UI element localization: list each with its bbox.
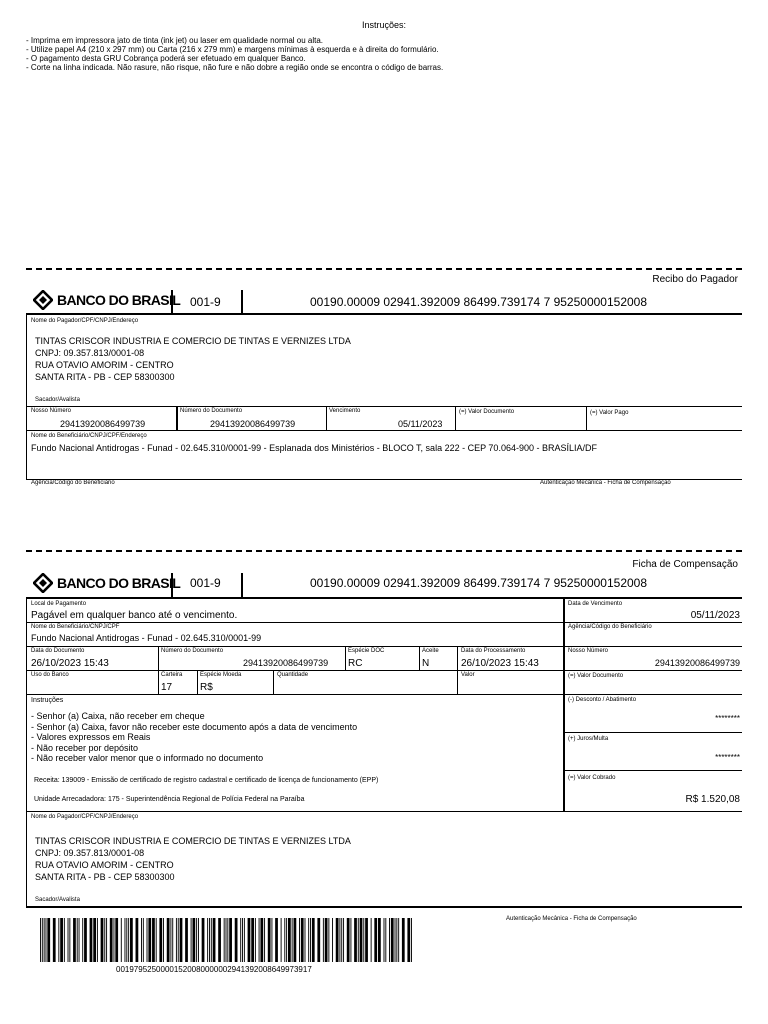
barcode-bar bbox=[305, 918, 306, 962]
desconto: ******** bbox=[715, 714, 740, 723]
barcode-bar bbox=[196, 918, 197, 962]
barcode-number: 00197952500001520080000002941392008649973917 bbox=[116, 965, 312, 974]
payer-cnpj: CNPJ: 09.357.813/0001-08 bbox=[35, 848, 145, 858]
uso-banco-label: Uso do Banco bbox=[31, 672, 69, 678]
barcode-bar bbox=[68, 918, 69, 962]
barcode-bar bbox=[244, 918, 245, 962]
barcode-bar bbox=[350, 918, 351, 962]
data-vencimento: 05/11/2023 bbox=[690, 610, 740, 621]
receipt-title: Recibo do Pagador bbox=[652, 274, 738, 285]
barcode-bar bbox=[209, 918, 210, 962]
instrucoes-list bbox=[31, 711, 357, 764]
barcode-bar bbox=[264, 918, 265, 962]
valor-cobrado: R$ 1.520,08 bbox=[685, 794, 740, 805]
unidade-arrecadadora: Unidade Arrecadadora: 175 - Superintendência Regional de Polícia Federal na Paraíba bbox=[34, 796, 305, 803]
nosso-numero-label: Nosso Número bbox=[31, 408, 72, 414]
especie-moeda: R$ bbox=[200, 682, 213, 693]
instructions-title: Instruções: bbox=[361, 20, 407, 30]
barcode-bar bbox=[378, 918, 381, 962]
data-processamento: 26/10/2023 15:43 bbox=[461, 658, 539, 669]
barcode-bar bbox=[113, 918, 114, 962]
bank-logo-icon bbox=[33, 573, 53, 593]
vencimento: 05/11/2023 bbox=[398, 419, 443, 429]
barcode-bar bbox=[143, 918, 144, 962]
barcode-bar bbox=[242, 918, 243, 962]
cut-line-bottom bbox=[26, 550, 742, 552]
barcode-bar bbox=[180, 918, 183, 962]
barcode-bar bbox=[136, 918, 139, 962]
barcode-bar bbox=[260, 918, 263, 962]
num-documento: 29413920086499739 bbox=[210, 419, 296, 429]
instrucao-line: - Senhor (a) Caixa, não receber em cheque bbox=[31, 711, 205, 721]
barcode-bar bbox=[336, 918, 339, 962]
barcode-bar bbox=[389, 918, 390, 962]
barcode-bar bbox=[192, 918, 195, 962]
barcode-bar bbox=[191, 918, 192, 962]
desconto-label: (-) Desconto / Abatimento bbox=[568, 697, 637, 703]
payer-city: SANTA RITA - PB - CEP 58300300 bbox=[35, 372, 175, 382]
beneficiario: Fundo Nacional Antidrogas - Funad - 02.645.310/0001-99 bbox=[31, 633, 262, 643]
barcode-bar bbox=[141, 918, 142, 962]
barcode-bar bbox=[398, 918, 399, 962]
barcode-bar bbox=[354, 918, 357, 962]
instruction-line: - Corte na linha indicada. Não rasure, não risque, não fure e não dobre a região onde se encontra o código de barras. bbox=[26, 63, 444, 72]
juros-label: (+) Juros/Multa bbox=[568, 736, 609, 742]
barcode-bar bbox=[240, 918, 241, 962]
barcode-bar bbox=[396, 918, 397, 962]
bank-logo-icon bbox=[33, 290, 53, 310]
especie-doc: RC bbox=[348, 658, 363, 669]
barcode-bar bbox=[167, 918, 170, 962]
barcode-bar bbox=[325, 918, 328, 962]
numero-documento: 29413920086499739 bbox=[243, 658, 329, 668]
agencia-label: Agência/Código do Beneficiário bbox=[31, 480, 115, 486]
data-venc-label: Data de Vencimento bbox=[568, 601, 623, 607]
beneficiario: Fundo Nacional Antidrogas - Funad - 02.645.310/0001-99 - Esplanada dos Ministérios - BLOCO T, sala 222 - CEP 70.064-900 - BRASÍLIA/DF bbox=[31, 443, 597, 453]
bank-code: 001-9 bbox=[190, 295, 221, 309]
especie-doc-label: Espécie DOC bbox=[348, 648, 385, 654]
barcode-bar bbox=[308, 918, 309, 962]
instrucao-line: - Senhor (a) Caixa, favor não receber este documento após a data de vencimento bbox=[31, 721, 358, 732]
barcode-bar bbox=[53, 918, 56, 962]
barcode-bar bbox=[343, 918, 344, 962]
barcode-bar bbox=[402, 918, 405, 962]
payer-address: RUA OTAVIO AMORIM - CENTRO bbox=[35, 360, 174, 370]
barcode-bar bbox=[79, 918, 80, 962]
data-documento: 26/10/2023 15:43 bbox=[31, 658, 109, 669]
barcode-bar bbox=[391, 918, 394, 962]
barcode-bar bbox=[172, 918, 173, 962]
especie-moeda-label: Espécie Moeda bbox=[200, 672, 242, 678]
autenticacao-label: Autenticação Mecânica - Ficha de Compensação bbox=[506, 916, 637, 922]
barcode-bar bbox=[178, 918, 179, 962]
barcode-bar bbox=[312, 918, 315, 962]
barcode-bar bbox=[84, 918, 87, 962]
barcode-bar bbox=[411, 918, 412, 962]
instructions-list bbox=[26, 36, 443, 72]
barcode-bar bbox=[115, 918, 118, 962]
barcode-bar bbox=[259, 918, 260, 962]
barcode-bar bbox=[170, 918, 171, 962]
barcode-bar bbox=[176, 918, 177, 962]
valor-pago-label: (=) Valor Pago bbox=[590, 410, 629, 416]
payer-label: Nome do Pagador/CPF/CNPJ/Endereço bbox=[31, 814, 139, 820]
barcode-bar bbox=[60, 918, 63, 962]
barcode-bar bbox=[93, 918, 96, 962]
num-documento-label: Número do Documento bbox=[180, 408, 243, 414]
barcode-bar bbox=[226, 918, 227, 962]
instrucao-line: - Não receber por depósito bbox=[31, 742, 139, 753]
barcode-bar bbox=[211, 918, 212, 962]
barcode-bar bbox=[58, 918, 59, 962]
aceite: N bbox=[422, 658, 430, 669]
barcode-bar bbox=[395, 918, 396, 962]
barcode-bar bbox=[125, 918, 126, 962]
bank-logo-slip bbox=[33, 573, 180, 593]
barcode-bar bbox=[341, 918, 342, 962]
barcode-bar bbox=[255, 918, 256, 962]
barcode-bar bbox=[156, 918, 157, 962]
barcode-bar bbox=[251, 918, 254, 962]
barcode-bar bbox=[323, 918, 324, 962]
barcode-bar bbox=[371, 918, 372, 962]
barcode-bar bbox=[328, 918, 329, 962]
barcode-bar bbox=[235, 918, 238, 962]
payer-name: TINTAS CRISCOR INDUSTRIA E COMERCIO DE TINTAS E VERNIZES LTDA bbox=[35, 336, 351, 346]
payer-address: RUA OTAVIO AMORIM - CENTRO bbox=[35, 860, 174, 870]
barcode-bar bbox=[292, 918, 293, 962]
instruction-line: - Utilize papel A4 (210 x 297 mm) ou Carta (216 x 279 mm) e margens mínimas à esquerda e à direita do formulário. bbox=[26, 45, 439, 54]
barcode-bar bbox=[69, 918, 70, 962]
slip-payer-block bbox=[35, 835, 351, 883]
aceite-label: Aceite bbox=[422, 648, 439, 654]
receita: Receita: 139009 - Emissão de certificado de registro cadastral e certificado de licença de funcionamento (EPP) bbox=[34, 777, 379, 784]
barcode-bar bbox=[227, 918, 228, 962]
barcode-bar bbox=[268, 918, 271, 962]
barcode-bar bbox=[347, 918, 350, 962]
barcode-bar bbox=[64, 918, 65, 962]
barcode-bar bbox=[360, 918, 363, 962]
barcode-bar bbox=[97, 918, 98, 962]
barcode-bar bbox=[288, 918, 291, 962]
barcode-bar bbox=[213, 918, 216, 962]
barcode-bar bbox=[301, 918, 304, 962]
barcode-bar bbox=[46, 918, 47, 962]
bank-name: BANCO DO BRASIL bbox=[57, 292, 181, 308]
barcode-bar bbox=[294, 918, 297, 962]
barcode-bar bbox=[104, 918, 105, 962]
barcode-bar bbox=[101, 918, 104, 962]
barcode-bar bbox=[148, 918, 151, 962]
instrucao-line: - Não receber valor menor que o informado no documento bbox=[31, 753, 264, 763]
beneficiario-label: Nome do Beneficiário/CNPJ/CPF/Endereço bbox=[31, 433, 147, 439]
barcode-bar bbox=[207, 918, 208, 962]
barcode-bar bbox=[128, 918, 129, 962]
cut-line-top bbox=[26, 268, 742, 270]
barcode-bar bbox=[281, 918, 282, 962]
barcode-bar bbox=[106, 918, 107, 962]
carteira: 17 bbox=[161, 682, 173, 693]
barcode-bar bbox=[185, 918, 188, 962]
barcode-bar bbox=[299, 918, 300, 962]
nosso-numero-label: Nosso Número bbox=[568, 648, 609, 654]
juros: ******** bbox=[715, 753, 740, 762]
barcode-bar bbox=[73, 918, 76, 962]
barcode-bar bbox=[218, 918, 221, 962]
instruction-line: - O pagamento desta GRU Cobrança poderá ser efetuado em qualquer Banco. bbox=[26, 54, 306, 63]
barcode-bar bbox=[385, 918, 386, 962]
sacador-label: Sacador/Avalista bbox=[35, 897, 80, 903]
receipt-payer-block bbox=[35, 335, 351, 383]
barcode-bar bbox=[310, 918, 311, 962]
barcode bbox=[40, 918, 412, 962]
barcode-bar bbox=[42, 918, 43, 962]
valor-documento-label: (=) Valor Documento bbox=[568, 673, 624, 679]
barcode-bar bbox=[317, 918, 320, 962]
barcode-bar bbox=[163, 918, 164, 962]
nosso-numero: 29413920086499739 bbox=[60, 419, 146, 429]
barcode-bar bbox=[286, 918, 287, 962]
digitable-line[interactable]: 00190.00009 02941.392009 86499.739174 7 95250000152008 bbox=[310, 576, 648, 590]
barcode-bar bbox=[365, 918, 368, 962]
local-label: Local de Pagamento bbox=[31, 601, 87, 607]
vencimento-label: Vencimento bbox=[329, 408, 361, 414]
bank-logo bbox=[33, 290, 180, 310]
barcode-bar bbox=[407, 918, 410, 962]
barcode-bar bbox=[275, 918, 278, 962]
nosso-numero: 29413920086499739 bbox=[654, 658, 740, 668]
barcode-bar bbox=[271, 918, 272, 962]
barcode-bar bbox=[202, 918, 205, 962]
local-pagamento: Pagável em qualquer banco até o vencimento. bbox=[31, 610, 238, 621]
instrucao-line: - Valores expressos em Reais bbox=[31, 732, 151, 742]
valor-cobrado-label: (=) Valor Cobrado bbox=[568, 775, 616, 781]
instrucoes-label: Instruções bbox=[31, 697, 64, 704]
barcode-bar bbox=[110, 918, 113, 962]
payer-name: TINTAS CRISCOR INDUSTRIA E COMERCIO DE TINTAS E VERNIZES LTDA bbox=[35, 836, 351, 846]
slip-title: Ficha de Compensação bbox=[632, 559, 738, 570]
barcode-bar bbox=[82, 918, 83, 962]
valor-documento-label: (=) Valor Documento bbox=[459, 409, 515, 415]
bank-code: 001-9 bbox=[190, 576, 221, 590]
quantidade-label: Quantidade bbox=[277, 672, 309, 678]
barcode-bar bbox=[363, 918, 364, 962]
barcode-bar bbox=[332, 918, 333, 962]
num-doc-label: Número do Documento bbox=[161, 648, 224, 654]
barcode-bar bbox=[159, 918, 162, 962]
sacador-label: Sacador/Avalista bbox=[35, 397, 80, 403]
payer-cnpj: CNPJ: 09.357.813/0001-08 bbox=[35, 348, 145, 358]
barcode-bar bbox=[47, 918, 50, 962]
barcode-bar bbox=[121, 918, 122, 962]
bank-name: BANCO DO BRASIL bbox=[57, 575, 181, 591]
barcode-bar bbox=[130, 918, 133, 962]
instruction-line: - Imprima em impressora jato de tinta (ink jet) ou laser em qualidade normal ou alta. bbox=[26, 36, 324, 45]
beneficiario-label: Nome do Beneficiário/CNPJ/CPF bbox=[31, 624, 120, 630]
barcode-bar bbox=[44, 918, 45, 962]
barcode-bar bbox=[374, 918, 377, 962]
barcode-bar bbox=[198, 918, 199, 962]
payer-city: SANTA RITA - PB - CEP 58300300 bbox=[35, 872, 175, 882]
barcode-bar bbox=[126, 918, 127, 962]
data-proc-label: Data do Processamento bbox=[461, 648, 526, 654]
agencia-label: Agência/Código do Beneficiário bbox=[568, 624, 652, 630]
carteira-label: Carteira bbox=[161, 672, 183, 678]
barcode-bar bbox=[229, 918, 232, 962]
barcode-bar bbox=[152, 918, 155, 962]
digitable-line[interactable]: 00190.00009 02941.392009 86499.739174 7 95250000152008 bbox=[310, 295, 648, 309]
autenticacao-label: Autenticação Mecânica - Ficha de Compensação bbox=[540, 480, 671, 486]
barcode-bar bbox=[358, 918, 359, 962]
barcode-bar bbox=[224, 918, 225, 962]
barcode-bar bbox=[339, 918, 340, 962]
payer-label: Nome do Pagador/CPF/CNPJ/Endereço bbox=[31, 318, 139, 324]
barcode-bar bbox=[147, 918, 148, 962]
valor-label: Valor bbox=[461, 672, 475, 678]
barcode-bar bbox=[284, 918, 285, 962]
barcode-bar bbox=[90, 918, 93, 962]
barcode-bar bbox=[248, 918, 251, 962]
data-doc-label: Data do Documento bbox=[31, 648, 85, 654]
barcode-bar bbox=[40, 918, 41, 962]
barcode-bar bbox=[77, 918, 78, 962]
barcode-bar bbox=[384, 918, 385, 962]
